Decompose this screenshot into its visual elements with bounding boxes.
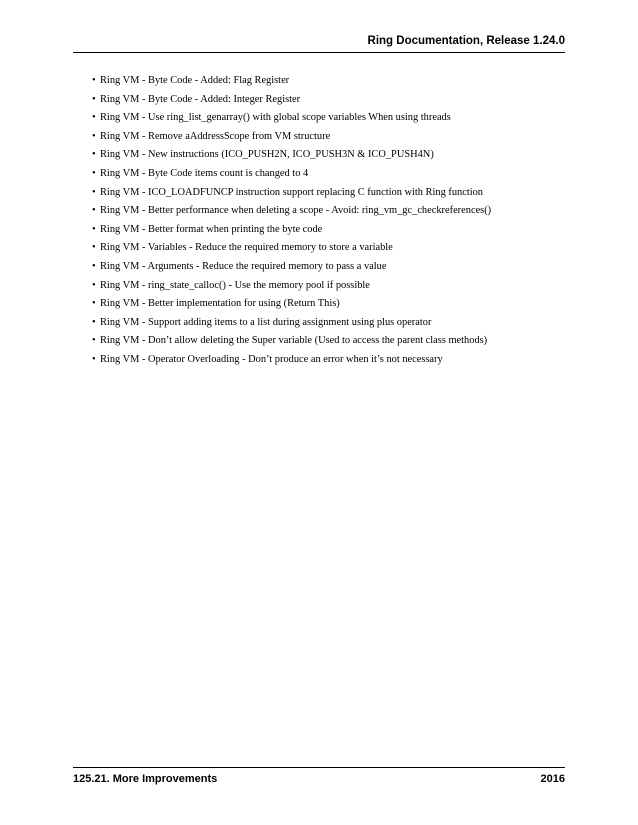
bullet-icon: • xyxy=(92,242,96,254)
running-footer xyxy=(73,772,565,786)
list-item xyxy=(92,353,565,372)
list-item xyxy=(92,223,565,242)
list-item-text: Ring VM - Operator Overloading - Don’t produce an error when it’s not necessary xyxy=(100,353,443,365)
list-item-text: Ring VM - Don’t allow deleting the Super variable (Used to access the parent class methods) xyxy=(100,335,488,347)
bullet-icon: • xyxy=(92,298,96,310)
improvements-list xyxy=(92,74,565,372)
list-item-text: Ring VM - ICO_LOADFUNCP instruction support replacing C function with Ring function xyxy=(100,186,483,198)
list-item-text: Ring VM - Arguments - Reduce the required memory to pass a value xyxy=(100,260,387,272)
bullet-icon: • xyxy=(92,167,96,179)
list-item-text: Ring VM - Use ring_list_genarray() with global scope variables When using threads xyxy=(100,112,451,124)
list-item-text: Ring VM - Better format when printing the byte code xyxy=(100,223,323,235)
list-item-text: Ring VM - Byte Code - Added: Flag Register xyxy=(100,75,290,86)
list-item xyxy=(92,297,565,316)
section-title: 125.21. More Improvements xyxy=(73,773,218,785)
bullet-icon: • xyxy=(92,335,96,347)
list-item xyxy=(92,130,565,149)
list-item-text: Ring VM - Better implementation for using (Return This) xyxy=(100,298,340,310)
list-item xyxy=(92,260,565,279)
list-item xyxy=(92,279,565,298)
bullet-icon: • xyxy=(92,149,96,161)
list-item-text: Ring VM - Byte Code items count is changed to 4 xyxy=(100,167,309,179)
list-item xyxy=(92,167,565,186)
list-item-text: Ring VM - Remove aAddressScope from VM structure xyxy=(100,130,331,142)
bullet-icon: • xyxy=(92,279,96,291)
list-item-text: Ring VM - Support adding items to a list during assignment using plus operator xyxy=(100,316,432,328)
bullet-icon: • xyxy=(92,93,96,105)
list-item-text: Ring VM - New instructions (ICO_PUSH2N, ICO_PUSH3N & ICO_PUSH4N) xyxy=(100,149,434,161)
list-item xyxy=(92,316,565,335)
list-item xyxy=(92,241,565,260)
list-item-text: Ring VM - ring_state_calloc() - Use the memory pool if possible xyxy=(100,279,370,291)
list-item xyxy=(92,148,565,167)
bullet-icon: • xyxy=(92,353,96,365)
list-item-text: Ring VM - Variables - Reduce the required memory to store a variable xyxy=(100,242,393,254)
header-divider xyxy=(73,52,565,53)
list-item-text: Ring VM - Better performance when deleting a scope - Avoid: ring_vm_gc_checkreferences() xyxy=(100,205,492,217)
list-item xyxy=(92,334,565,353)
list-item xyxy=(92,204,565,223)
bullet-icon: • xyxy=(92,260,96,272)
list-item xyxy=(92,74,565,93)
list-item xyxy=(92,186,565,205)
bullet-icon: • xyxy=(92,186,96,198)
bullet-icon: • xyxy=(92,223,96,235)
list-item xyxy=(92,93,565,112)
page-number: 2016 xyxy=(540,773,565,785)
bullet-icon: • xyxy=(92,112,96,124)
bullet-icon: • xyxy=(92,130,96,142)
bullet-icon: • xyxy=(92,205,96,217)
bullet-icon: • xyxy=(92,316,96,328)
list-item-text: Ring VM - Byte Code - Added: Integer Register xyxy=(100,93,301,105)
bullet-icon: • xyxy=(92,75,96,86)
document-title: Ring Documentation, Release 1.24.0 xyxy=(367,35,565,47)
running-header xyxy=(73,34,565,48)
list-item xyxy=(92,111,565,130)
footer-divider xyxy=(73,767,565,768)
